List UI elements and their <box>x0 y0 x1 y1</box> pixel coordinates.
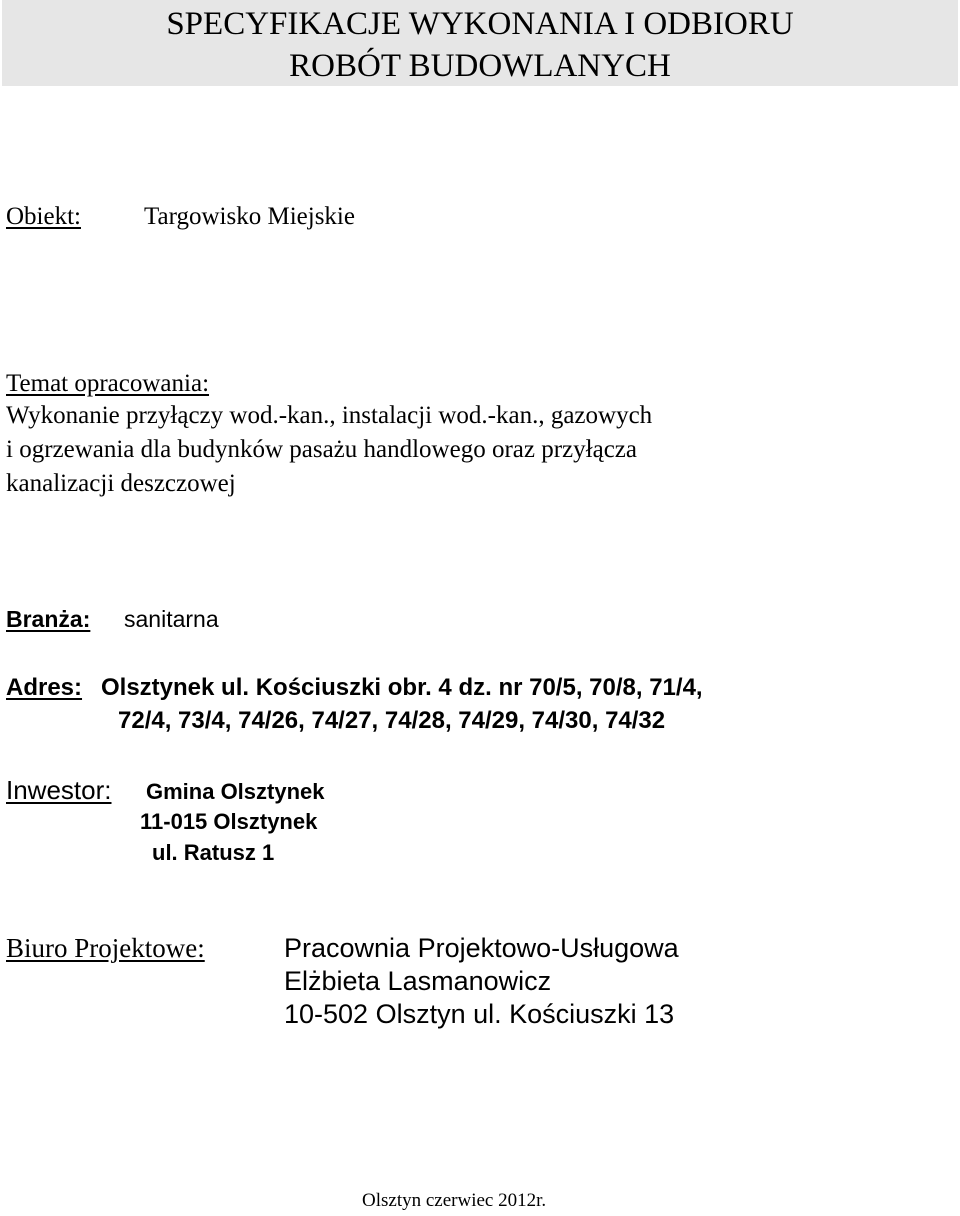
temat-line-3: kanalizacji deszczowej <box>6 470 236 497</box>
inwestor-label: Inwestor: <box>6 775 112 805</box>
branza-value: sanitarna <box>124 606 219 632</box>
temat-line-1: Wykonanie przyłączy wod.-kan., instalacji wod.-kan., gazowych <box>6 402 653 429</box>
obiekt-label: Obiekt: <box>6 203 81 230</box>
adres-line-1: Olsztynek ul. Kościuszki obr. 4 dz. nr 70/5, 70/8, 71/4, <box>101 674 703 701</box>
adres-label: Adres: <box>6 674 83 701</box>
biuro-line-2: Elżbieta Lasmanowicz <box>284 966 552 996</box>
branza-label: Branża: <box>6 606 91 632</box>
biuro-label: Biuro Projektowe: <box>6 933 205 963</box>
temat-line-2: i ogrzewania dla budynków pasażu handlowego oraz przyłącza <box>6 436 637 463</box>
biuro-line-3: 10-502 Olsztyn ul. Kościuszki 13 <box>284 999 675 1029</box>
temat-label: Temat opracowania: <box>6 370 210 397</box>
document-title-line-2: ROBÓT BUDOWLANYCH <box>289 48 671 84</box>
inwestor-line-3: ul. Ratusz 1 <box>152 840 275 865</box>
obiekt-value: Targowisko Miejskie <box>144 203 355 230</box>
adres-line-2: 72/4, 73/4, 74/26, 74/27, 74/28, 74/29, 74/30, 74/32 <box>118 707 666 734</box>
document-title-line-1: SPECYFIKACJE WYKONANIA I ODBIORU <box>166 6 794 42</box>
document-title <box>2 0 958 86</box>
inwestor-line-2: 11-015 Olsztynek <box>140 809 318 834</box>
footer-place-date: Olsztyn czerwiec 2012r. <box>362 1190 547 1211</box>
biuro-line-1: Pracownia Projektowo-Usługowa <box>284 933 679 963</box>
inwestor-line-1: Gmina Olsztynek <box>146 779 325 804</box>
